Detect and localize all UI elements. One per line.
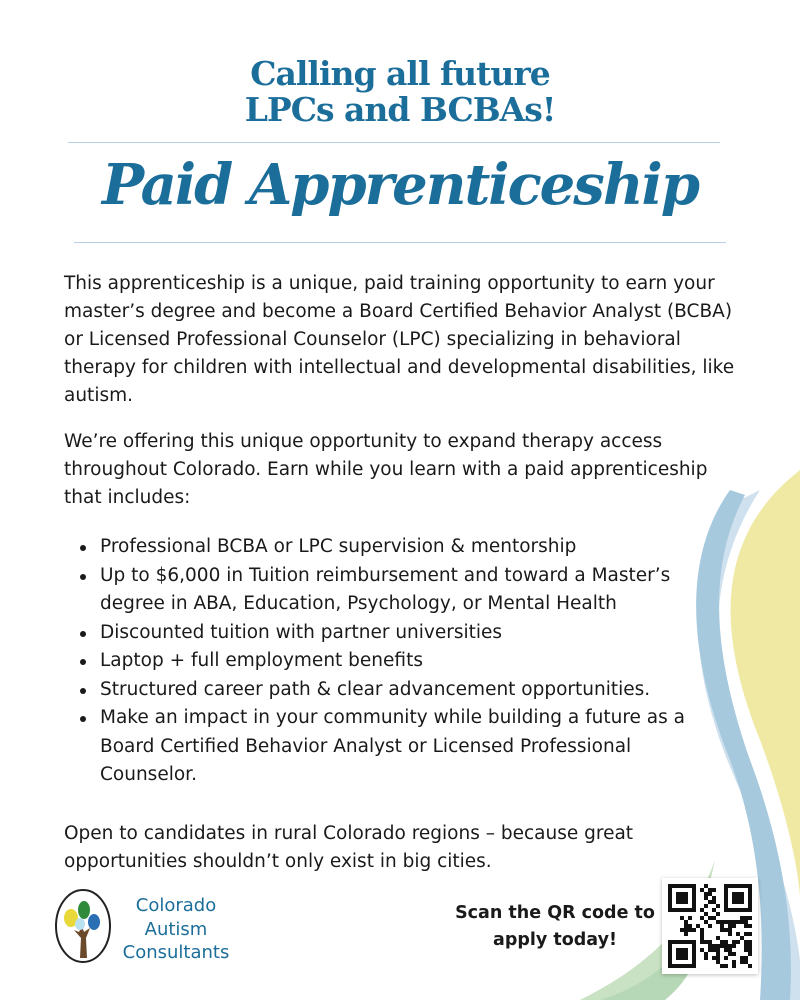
- benefits-list: [64, 533, 704, 790]
- list-item: Professional BCBA or LPC supervision & mentorship: [64, 533, 704, 562]
- qr-caption-line-2: apply today!: [493, 930, 617, 950]
- list-item: Discounted tuition with partner universities: [64, 619, 704, 648]
- organization-name: [120, 894, 232, 965]
- subheading-line-1: Calling all future: [250, 54, 550, 93]
- list-item: Laptop + full employment benefits: [64, 647, 704, 676]
- intro-paragraph: This apprenticeship is a unique, paid training opportunity to earn your master’s degree and become a Board Certified Behavior Analyst (BCBA) or Licensed Professional Counselor (LPC) specializing in behavioral therapy for children with intellectual and developmental disabilities, like autism.: [64, 273, 735, 406]
- org-name-line-3: Consultants: [122, 942, 230, 963]
- qr-caption-line-1: Scan the QR code to: [455, 903, 655, 923]
- tree-logo-icon: [54, 888, 112, 964]
- list-item: Structured career path & clear advancement opportunities.: [64, 676, 704, 705]
- org-name-line-2: Autism: [144, 918, 208, 940]
- org-name-line-1: Colorado: [135, 895, 217, 916]
- list-item: Up to $6,000 in Tuition reimbursement and toward a Master’s degree in ABA, Education, Psychology, or Mental Health: [64, 562, 704, 619]
- qr-caption: [450, 900, 660, 954]
- list-item: Make an impact in your community while building a future as a Board Certified Behavior Analyst or Licensed Professional Counselor.: [64, 704, 704, 790]
- closing-paragraph: Open to candidates in rural Colorado regions – because great opportunities shouldn’t only exist in big cities.: [64, 823, 634, 872]
- offer-paragraph: We’re offering this unique opportunity to expand therapy access throughout Colorado. Earn while you learn with a paid apprenticeship that includes:: [64, 431, 708, 508]
- subheading: [0, 56, 800, 128]
- top-divider: [68, 142, 720, 143]
- subheading-line-2: LPCs and BCBAs!: [244, 90, 556, 129]
- qr-code-icon[interactable]: [662, 878, 758, 974]
- page-title: Paid Apprenticeship: [102, 152, 698, 218]
- bottom-divider: [74, 242, 726, 243]
